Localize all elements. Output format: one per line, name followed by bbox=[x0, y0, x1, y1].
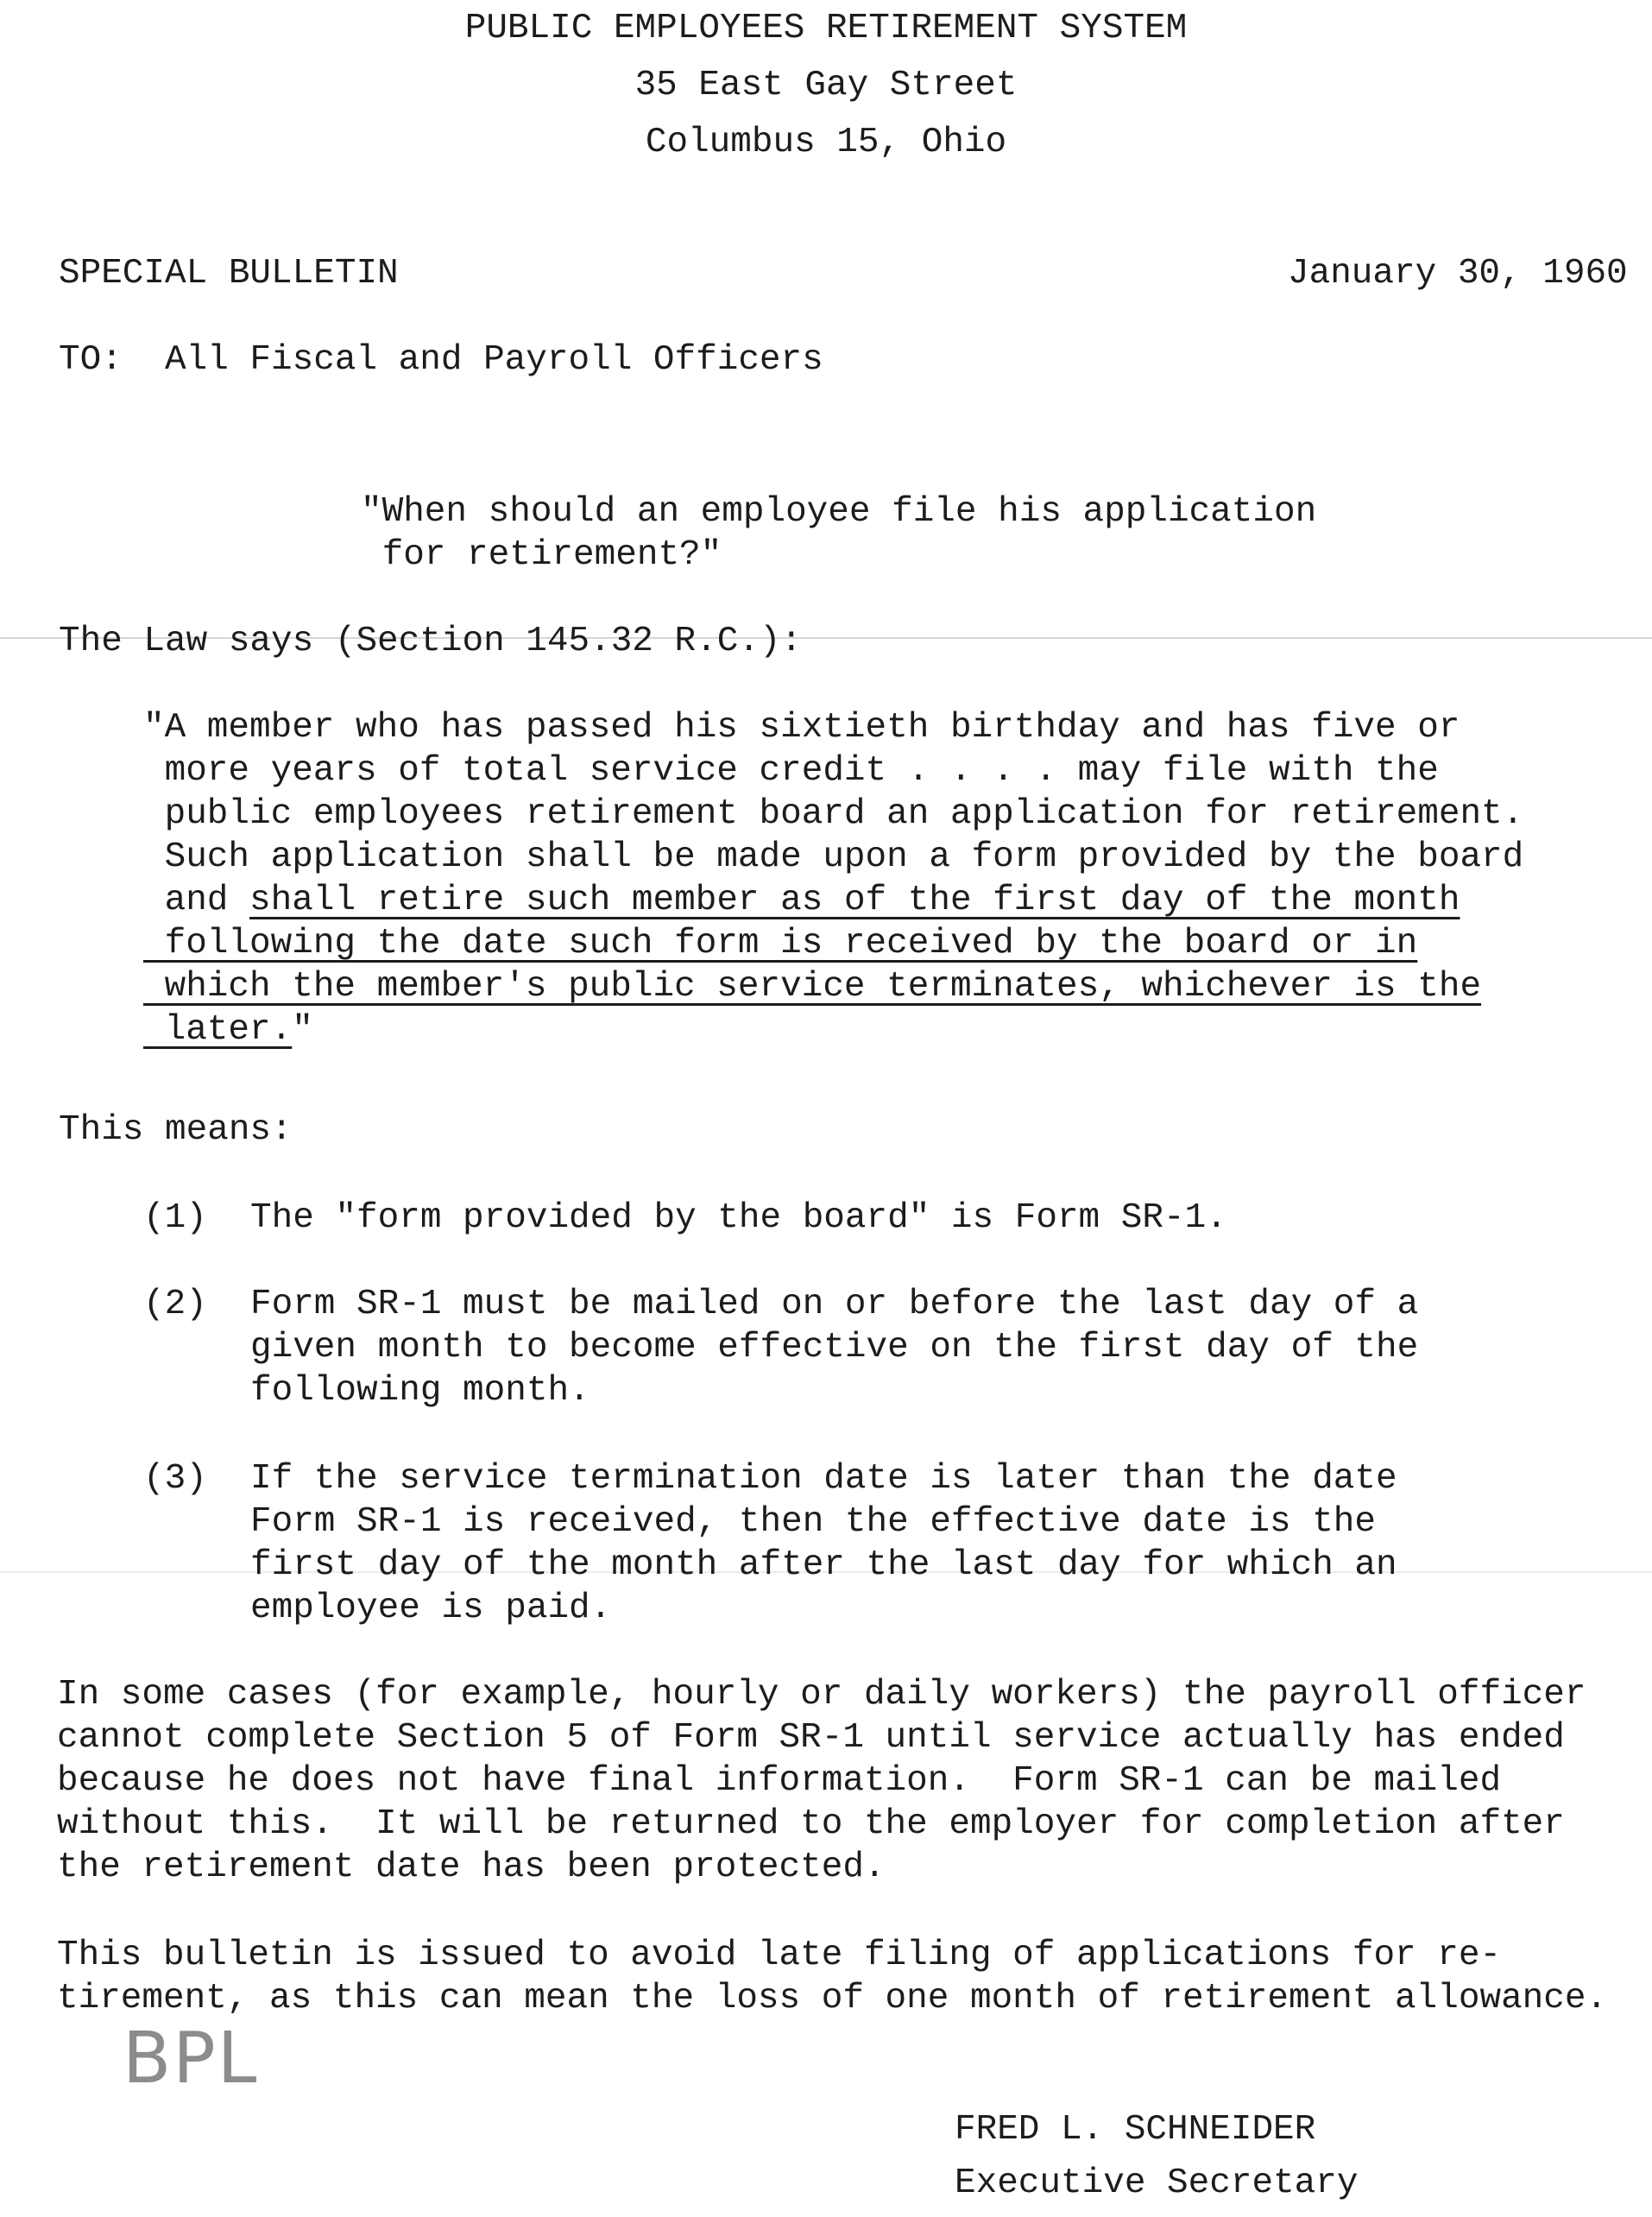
quote-line bbox=[143, 965, 1481, 1008]
quote-underlined-text: later. bbox=[143, 1010, 293, 1050]
point-text: Form SR-1 is received, then the effective date is the bbox=[250, 1502, 1377, 1542]
bpl-watermark: BPL bbox=[123, 2018, 259, 2100]
paragraph-line: This bulletin is issued to avoid late filing of applications for re- bbox=[57, 1936, 1502, 1975]
quote-line bbox=[143, 879, 1460, 922]
law-intro: The Law says (Section 145.32 R.C.): bbox=[59, 622, 803, 661]
point-number: (3) bbox=[143, 1459, 207, 1499]
point-text: If the service termination date is later than the date bbox=[250, 1459, 1397, 1499]
point-text: employee is paid. bbox=[250, 1589, 612, 1628]
paragraph-line: the retirement date has been protected. bbox=[57, 1848, 886, 1887]
quote-line: Such application shall be made upon a form provided by the board bbox=[143, 837, 1524, 877]
paragraph-line: tirement, as this can mean the loss of one month of retirement allowance. bbox=[57, 1979, 1608, 2018]
quote-line: "A member who has passed his sixtieth birthday and has five or bbox=[143, 708, 1460, 748]
quote-underlined-text: following the date such form is received by the board or in bbox=[143, 924, 1418, 963]
quote-line bbox=[143, 1008, 313, 1052]
point-text: first day of the month after the last day for which an bbox=[250, 1545, 1397, 1585]
quote-line-plain: and bbox=[143, 881, 250, 920]
paragraph-line: without this. It will be returned to the employer for completion after bbox=[57, 1804, 1565, 1844]
paragraph-line: In some cases (for example, hourly or daily workers) the payroll officer bbox=[57, 1675, 1586, 1715]
recipients-line: TO: All Fiscal and Payroll Officers bbox=[59, 340, 823, 380]
bulletin-type: SPECIAL BULLETIN bbox=[59, 254, 399, 294]
point-text: Form SR-1 must be mailed on or before the last day of a bbox=[250, 1285, 1419, 1324]
paragraph-line: cannot complete Section 5 of Form SR-1 until service actually has ended bbox=[57, 1718, 1565, 1758]
signer-name: FRED L. SCHNEIDER bbox=[955, 2110, 1316, 2150]
question-line: for retirement?" bbox=[361, 535, 722, 575]
letterhead-street: 35 East Gay Street bbox=[634, 66, 1018, 105]
letterhead-org: PUBLIC EMPLOYEES RETIREMENT SYSTEM bbox=[464, 9, 1188, 48]
point-number: (1) bbox=[143, 1198, 207, 1238]
quote-underlined-text: shall retire such member as of the first day of the month bbox=[249, 881, 1460, 920]
means-intro: This means: bbox=[59, 1110, 293, 1150]
point-text: The "form provided by the board" is Form SR-1. bbox=[250, 1198, 1227, 1238]
point-text: given month to become effective on the first day of the bbox=[250, 1328, 1419, 1367]
quote-close-mark: " bbox=[292, 1010, 313, 1050]
quote-line: more years of total service credit . . . . may file with the bbox=[143, 751, 1439, 791]
point-text: following month. bbox=[250, 1371, 590, 1411]
question-line: "When should an employee file his application bbox=[361, 492, 1317, 532]
quote-line: public employees retirement board an application for retirement. bbox=[143, 794, 1524, 834]
paragraph-line: because he does not have final information. Form SR-1 can be mailed bbox=[57, 1761, 1502, 1801]
bulletin-date: January 30, 1960 bbox=[1288, 254, 1628, 294]
quote-underlined-text: which the member's public service terminates, whichever is the bbox=[143, 967, 1482, 1007]
signer-title: Executive Secretary bbox=[955, 2163, 1359, 2203]
quote-line bbox=[143, 922, 1417, 965]
letterhead-city: Columbus 15, Ohio bbox=[645, 123, 1007, 162]
point-number: (2) bbox=[143, 1285, 207, 1324]
